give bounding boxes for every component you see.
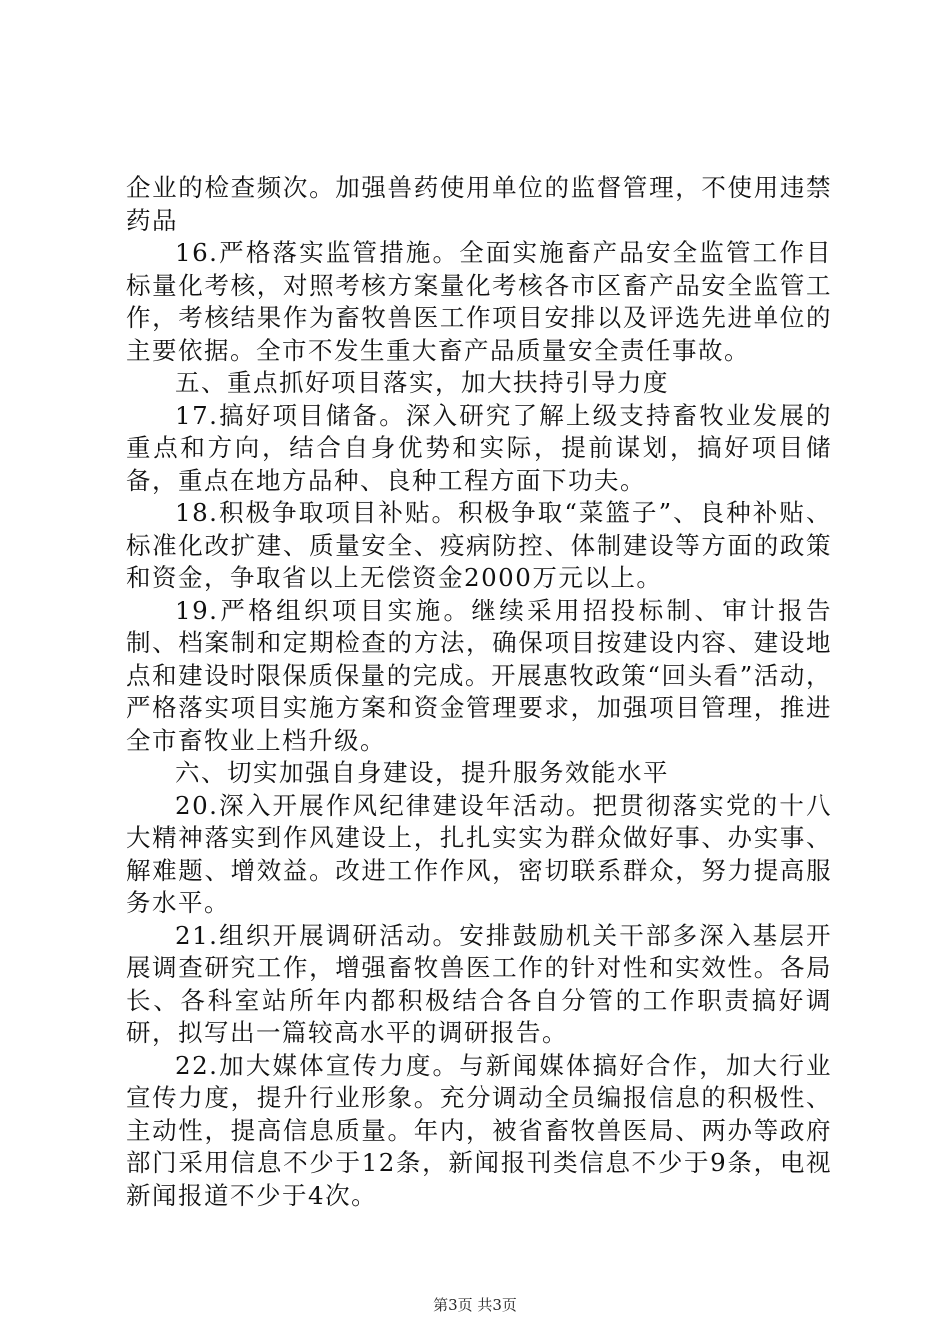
paragraph-continuation: 企业的检查频次。加强兽药使用单位的监督管理，不使用违禁药品 <box>126 173 832 235</box>
paragraph-item-17: 17.搞好项目储备。深入研究了解上级支持畜牧业发展的重点和方向，结合自身优势和实际，提前谋划，搞好项目储备，重点在地方品种、良种工程方面下功夫。 <box>126 400 832 495</box>
paragraph-item-20: 20.深入开展作风纪律建设年活动。把贯彻落实党的十八大精神落实到作风建设上，扎扎实实为群众做好事、办实事、解难题、增效益。改进工作作风，密切联系群众，努力提高服务水平。 <box>126 790 832 917</box>
paragraph-item-19: 19.严格组织项目实施。继续采用招投标制、审计报告制、档案制和定期检查的方法，确保项目按建设内容、建设地点和建设时限保质保量的完成。开展惠牧政策“回头看”活动，严格落实项目实施方案和资金管理要求，加强项目管理，推进全市畜牧业上档升级。 <box>126 595 832 755</box>
section-heading-5: 五、重点抓好项目落实，加大扶持引导力度 <box>175 368 669 397</box>
document-body <box>126 172 832 1212</box>
paragraph-item-16: 16.严格落实监管措施。全面实施畜产品安全监管工作目标量化考核，对照考核方案量化考核各市区畜产品安全监管工作，考核结果作为畜牧兽医工作项目安排以及评选先进单位的主要依据。全市不发生重大畜产品质量安全责任事故。 <box>126 238 832 365</box>
page-number-footer: 第3页 共3页 <box>433 1296 517 1314</box>
paragraph-item-22: 22.加大媒体宣传力度。与新闻媒体搞好合作，加大行业宣传力度，提升行业形象。充分调动全员编报信息的积极性、主动性，提高信息质量。年内，被省畜牧兽医局、两办等政府部门采用信息不少于12条，新闻报刊类信息不少于9条，电视新闻报道不少于4次。 <box>126 1050 832 1210</box>
paragraph-item-18: 18.积极争取项目补贴。积极争取“菜篮子”、良种补贴、标准化改扩建、质量安全、疫病防控、体制建设等方面的政策和资金，争取省以上无偿资金2000万元以上。 <box>126 498 832 592</box>
paragraph-item-21: 21.组织开展调研活动。安排鼓励机关干部多深入基层开展调查研究工作，增强畜牧兽医工作的针对性和实效性。各局长、各科室站所年内都积极结合各自分管的工作职责搞好调研，拟写出一篇较高水平的调研报告。 <box>126 920 832 1047</box>
section-heading-6: 六、切实加强自身建设，提升服务效能水平 <box>175 758 669 787</box>
